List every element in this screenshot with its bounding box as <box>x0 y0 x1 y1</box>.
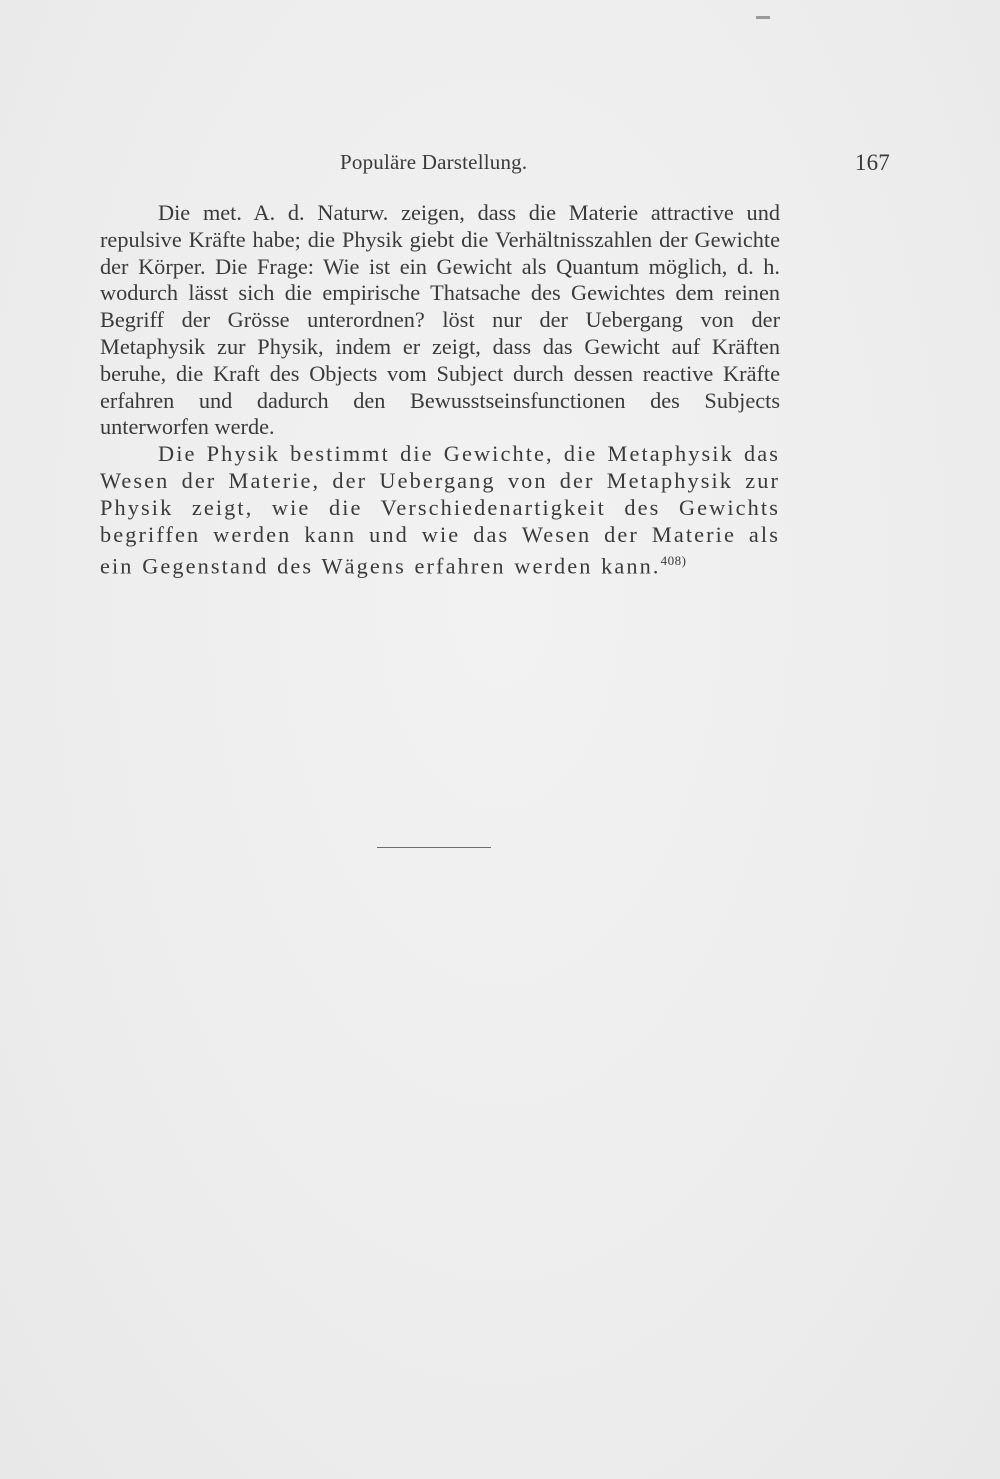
scan-mark <box>756 16 770 19</box>
running-head <box>100 150 890 182</box>
running-title: Populäre Darstellung. <box>340 150 528 174</box>
paragraph-2 <box>100 441 780 580</box>
section-divider <box>377 847 491 848</box>
footnote-reference: 408) <box>660 553 687 569</box>
page-number: 167 <box>854 150 890 175</box>
paragraph-2-text: Die Physik bestimmt die Gewichte, die Metaphysik das Wesen der Materie, der Uebergang von der Metaphysik zur Physik zeigt, wie die Verschiedenartigkeit des Gewichts begriffen werden kann und wie das Wesen der Materie als ein Gegenstand des Wägens erfahren werden kann. <box>100 441 780 579</box>
paragraph-1: Die met. A. d. Naturw. zeigen, dass die Materie attractive und repulsive Kräfte habe; die Physik giebt die Verhältnisszahlen der Gewichte der Körper. Die Frage: Wie ist ein Gewicht als Quantum möglich, d. h. wodurch lässt sich die empirische Thatsache des Gewichtes dem reinen Begriff der Grösse unterordnen? löst nur der Uebergang von der Metaphysik zur Physik, indem er zeigt, dass das Gewicht auf Kräften beruhe, die Kraft des Objects vom Subject durch dessen reactive Kräfte erfahren und dadurch den Bewusstseinsfunctionen des Subjects unterworfen werde. <box>100 200 780 440</box>
body-text <box>100 200 780 581</box>
